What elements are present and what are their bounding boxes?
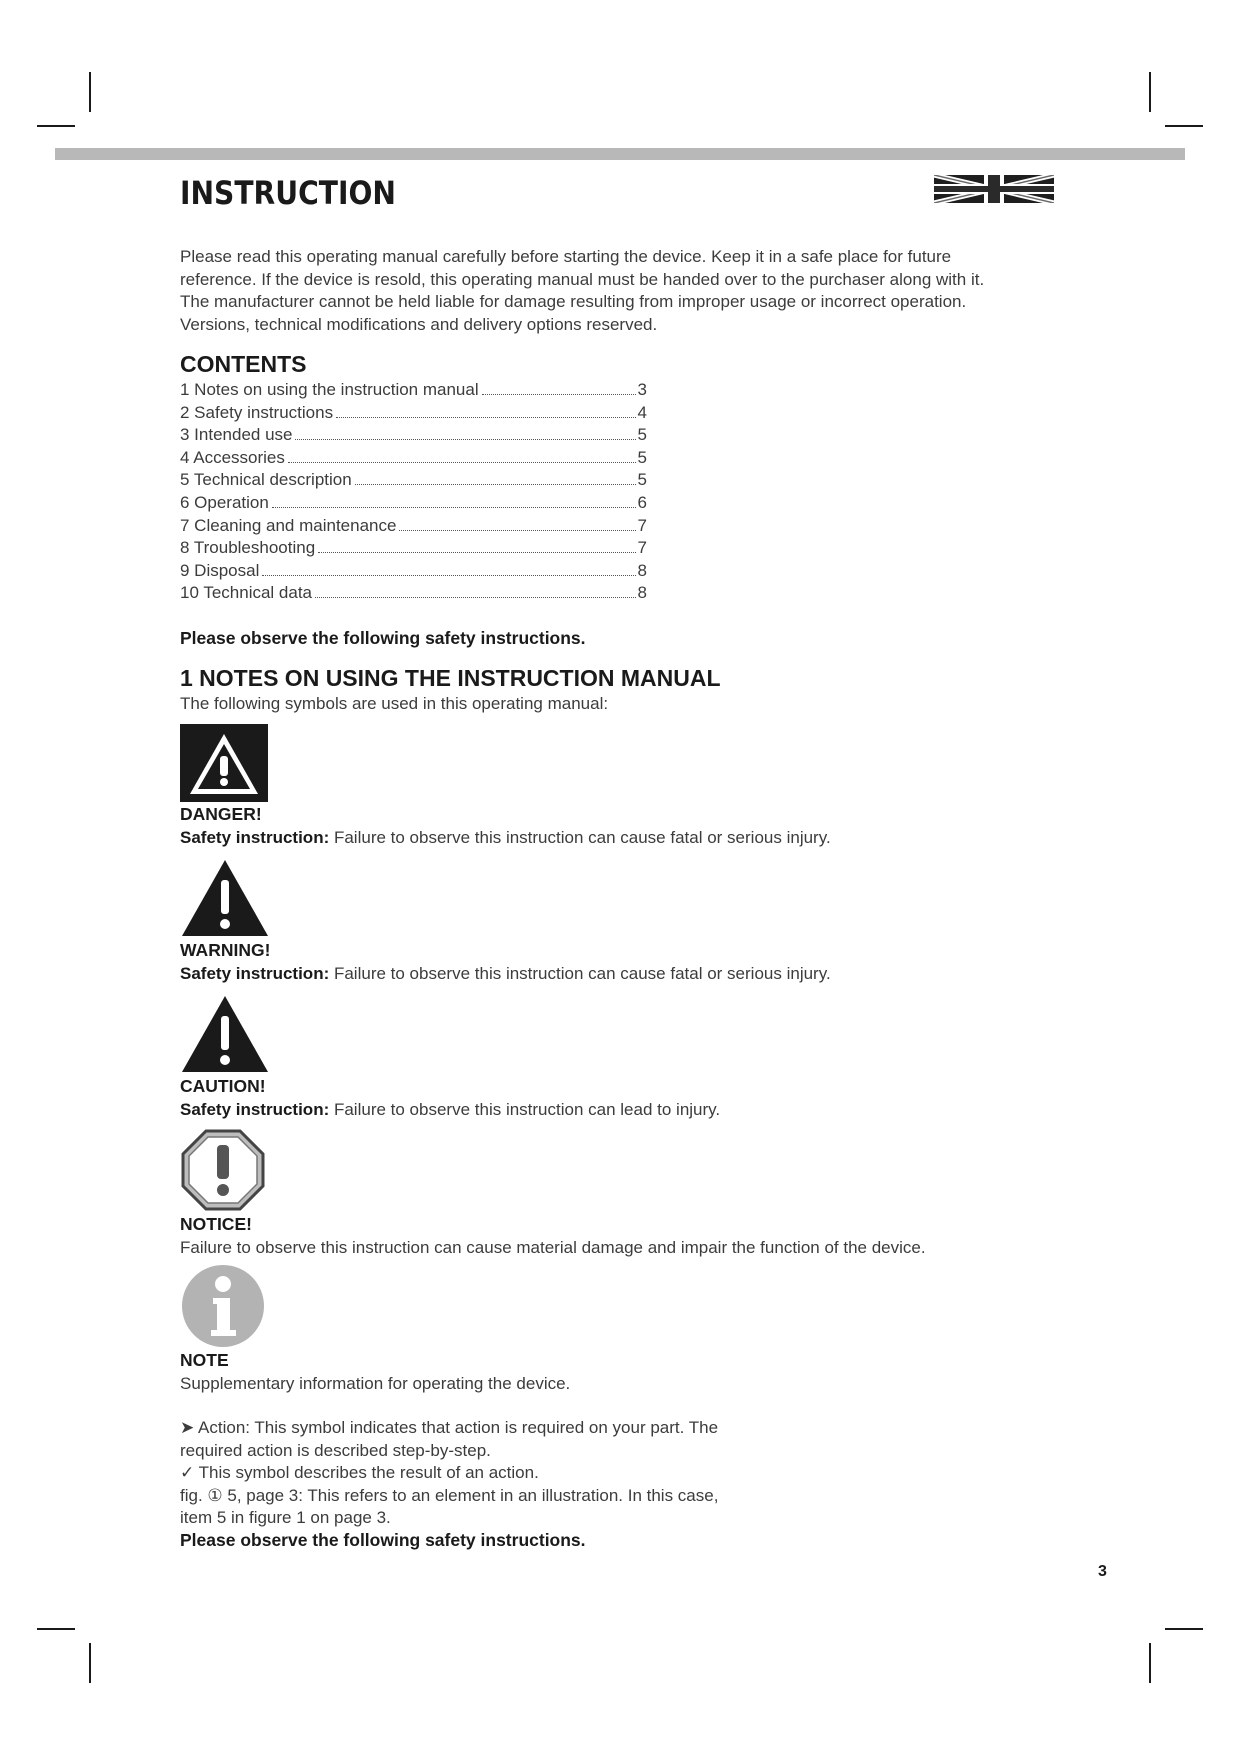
symbol-description xyxy=(180,1098,720,1122)
toc-item[interactable] xyxy=(180,403,647,426)
info-icon xyxy=(180,1264,266,1348)
symbol-note xyxy=(180,1264,570,1396)
toc-item[interactable] xyxy=(180,583,647,606)
symbol-label: NOTE xyxy=(180,1350,229,1370)
intro-line: Please read this operating manual carefully before starting the device. Keep it in a safe place for future xyxy=(180,247,952,266)
symbol-description xyxy=(180,1236,926,1260)
legend-action-line: ➤ Action: This symbol indicates that action is required on your part. The xyxy=(180,1418,719,1437)
symbol-label: DANGER! xyxy=(180,804,262,824)
crop-mark xyxy=(37,125,75,127)
toc-leader xyxy=(315,597,636,598)
toc-item-page: 7 xyxy=(637,538,647,558)
toc-item-page: 5 xyxy=(637,447,647,467)
symbol-text: Supplementary information for operating the device. xyxy=(180,1374,571,1393)
safety-note: Please observe the following safety instructions. xyxy=(180,628,586,648)
crop-mark xyxy=(1149,72,1151,112)
section-subtitle: The following symbols are used in this operating manual: xyxy=(180,694,609,713)
uk-flag-icon xyxy=(934,175,1054,203)
toc-item-page: 5 xyxy=(637,425,647,445)
crop-mark xyxy=(1165,125,1203,127)
toc-item[interactable] xyxy=(180,380,647,403)
symbol-description xyxy=(180,962,831,986)
toc-item[interactable] xyxy=(180,516,647,539)
toc-item-page: 7 xyxy=(637,515,647,535)
symbol-prefix: Safety instruction: xyxy=(180,828,330,847)
symbol-notice xyxy=(180,1128,926,1260)
toc-item-page: 5 xyxy=(637,470,647,490)
toc-item-label: 3 Intended use xyxy=(180,425,293,445)
intro-paragraph xyxy=(180,246,1080,336)
toc-item[interactable] xyxy=(180,425,647,448)
symbol-prefix: Safety instruction: xyxy=(180,1100,330,1119)
crop-mark xyxy=(1165,1628,1203,1630)
legend-result-line: ✓ This symbol describes the result of an action. xyxy=(180,1463,539,1483)
symbol-text: Failure to observe this instruction can cause fatal or serious injury. xyxy=(329,828,831,847)
crop-mark xyxy=(1149,1643,1151,1683)
toc-leader xyxy=(318,552,635,553)
toc-item-page: 3 xyxy=(637,380,647,399)
warning-icon xyxy=(180,858,270,938)
header-bar xyxy=(55,148,1185,160)
danger-icon xyxy=(180,724,268,802)
toc-item-page: 8 xyxy=(637,560,647,580)
symbol-legend xyxy=(180,1417,820,1530)
symbol-text: Failure to observe this instruction can cause material damage and impair the function of the device. xyxy=(180,1238,926,1257)
symbol-description xyxy=(180,1372,570,1396)
intro-line: reference. If the device is resold, this operating manual must be handed over to the purchaser along with it. xyxy=(180,269,985,289)
toc-item[interactable] xyxy=(180,538,647,561)
toc-item-label: 1 Notes on using the instruction manual xyxy=(180,380,479,399)
toc-item-label: 8 Troubleshooting xyxy=(180,538,316,558)
toc-item[interactable] xyxy=(180,561,647,584)
symbol-description xyxy=(180,826,831,850)
toc-leader xyxy=(262,575,635,576)
symbol-label: CAUTION! xyxy=(180,1076,266,1096)
caution-icon xyxy=(180,994,270,1074)
symbol-text: Failure to observe this instruction can lead to injury. xyxy=(329,1100,721,1119)
crop-mark xyxy=(89,72,91,112)
symbol-danger xyxy=(180,724,831,850)
contents-heading: CONTENTS xyxy=(180,351,307,377)
toc-item-label: 6 Operation xyxy=(180,492,269,512)
crop-mark xyxy=(89,1643,91,1683)
toc-item[interactable] xyxy=(180,470,647,493)
toc-item[interactable] xyxy=(180,493,647,516)
toc-item-page: 6 xyxy=(637,492,647,512)
page-number: 3 xyxy=(1098,1563,1107,1580)
symbol-text: Failure to observe this instruction can cause fatal or serious injury. xyxy=(329,964,831,983)
page-title: INSTRUCTION xyxy=(180,174,396,212)
symbol-label: WARNING! xyxy=(180,940,271,960)
toc-leader xyxy=(336,417,635,418)
legend-fig-line: fig. ① 5, page 3: This refers to an element in an illustration. In this case, xyxy=(180,1485,719,1505)
intro-line: Versions, technical modifications and delivery options reserved. xyxy=(180,314,658,334)
safety-note: Please observe the following safety instructions. xyxy=(180,1530,586,1550)
symbol-label: NOTICE! xyxy=(180,1214,252,1234)
toc-item-label: 2 Safety instructions xyxy=(180,402,334,422)
toc-leader xyxy=(399,530,635,531)
crop-mark xyxy=(37,1628,75,1630)
toc-item-page: 8 xyxy=(637,583,647,603)
toc-item[interactable] xyxy=(180,448,647,471)
section-heading: 1 NOTES ON USING THE INSTRUCTION MANUAL xyxy=(180,665,721,691)
toc-item-label: 7 Cleaning and maintenance xyxy=(180,515,397,535)
toc-item-page: 4 xyxy=(637,402,647,422)
toc-leader xyxy=(482,394,636,395)
toc-item-label: 9 Disposal xyxy=(180,560,260,580)
symbol-prefix: Safety instruction: xyxy=(180,964,330,983)
notice-icon xyxy=(180,1128,266,1212)
toc-item-label: 4 Accessories xyxy=(180,447,285,467)
symbol-warning xyxy=(180,858,831,986)
toc-item-label: 5 Technical description xyxy=(180,470,352,490)
toc-leader xyxy=(355,484,636,485)
legend-fig-line: item 5 in figure 1 on page 3. xyxy=(180,1508,391,1528)
legend-action-line: required action is described step-by-step. xyxy=(180,1440,491,1460)
toc-leader xyxy=(272,507,636,508)
intro-line: The manufacturer cannot be held liable for damage resulting from improper usage or incorrect operation. xyxy=(180,292,967,312)
symbol-caution xyxy=(180,994,720,1122)
toc-leader xyxy=(288,462,636,463)
table-of-contents xyxy=(180,380,647,606)
toc-leader xyxy=(295,439,635,440)
toc-item-label: 10 Technical data xyxy=(180,583,313,603)
